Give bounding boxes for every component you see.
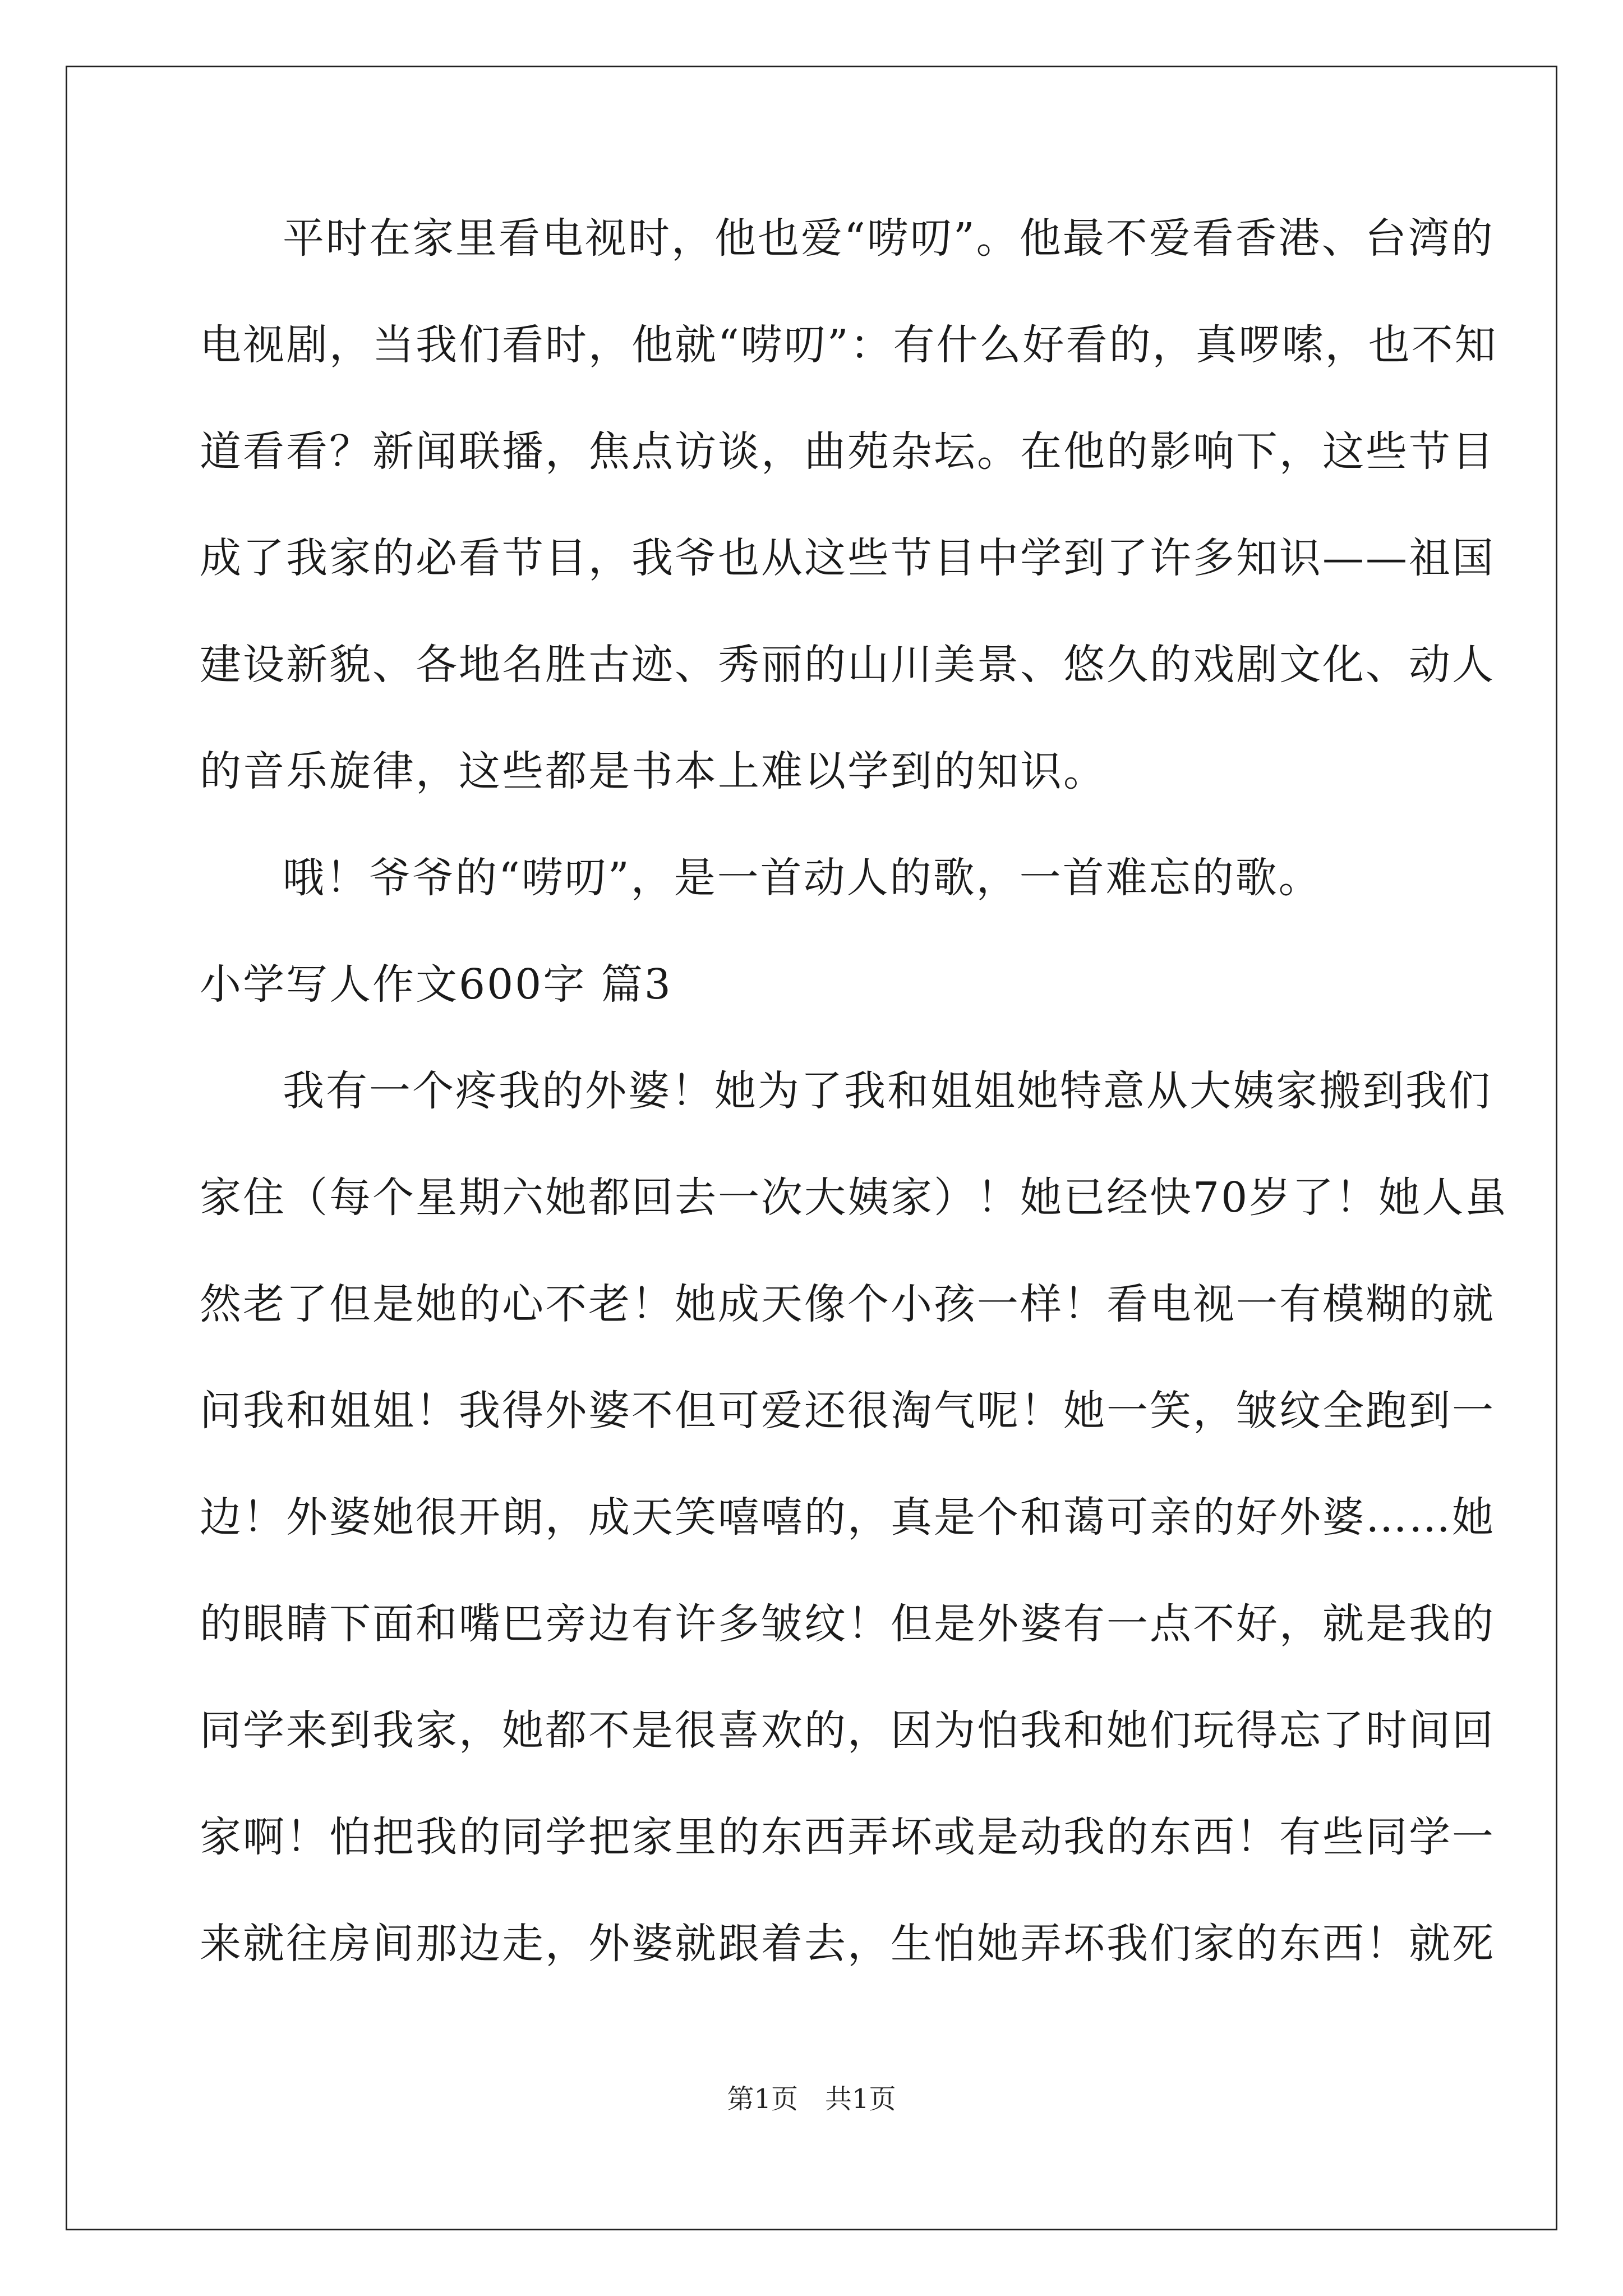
paragraph-3-line-8: 家啊！怕把我的同学把家里的东西弄坏或是动我的东西！有些同学一 xyxy=(200,1813,1495,1861)
page-frame xyxy=(66,66,1557,2230)
paragraph-3-line-4: 问我和姐姐！我得外婆不但可爱还很淘气呢！她一笑，皱纹全跑到一 xyxy=(200,1387,1495,1435)
paragraph-1-line-1: 平时在家里看电视时，他也爱“唠叨”。他最不爱看香港、台湾的 xyxy=(283,214,1495,263)
paragraph-3-line-6: 的眼睛下面和嘴巴旁边有许多皱纹！但是外婆有一点不好，就是我的 xyxy=(200,1600,1495,1648)
page-number-footer: 第1页 共1页 xyxy=(727,2083,896,2115)
paragraph-1-line-4: 成了我家的必看节目，我爷也从这些节目中学到了许多知识——祖国 xyxy=(200,534,1495,582)
paragraph-3-line-9: 来就往房间那边走，外婆就跟着去，生怕她弄坏我们家的东西！就死 xyxy=(200,1920,1495,1968)
paragraph-3-line-5: 边！外婆她很开朗，成天笑嘻嘻的，真是个和蔼可亲的好外婆……她 xyxy=(200,1493,1495,1542)
section-heading: 小学写人作文600字 篇3 xyxy=(200,960,672,1009)
paragraph-1-line-3: 道看看？新闻联播，焦点访谈，曲苑杂坛。在他的影响下，这些节目 xyxy=(200,427,1495,476)
paragraph-3-line-7: 同学来到我家，她都不是很喜欢的，因为怕我和她们玩得忘了时间回 xyxy=(200,1706,1495,1755)
paragraph-1-line-6: 的音乐旋律，这些都是书本上难以学到的知识。 xyxy=(200,747,1106,795)
paragraph-3-line-2: 家住（每个星期六她都回去一次大姨家）！她已经快70岁了！她人虽 xyxy=(200,1174,1509,1222)
paragraph-1-line-5: 建设新貌、各地名胜古迹、秀丽的山川美景、悠久的戏剧文化、动人 xyxy=(200,641,1495,689)
paragraph-3-line-1: 我有一个疼我的外婆！她为了我和姐姐她特意从大姨家搬到我们 xyxy=(283,1067,1492,1115)
paragraph-2-line-1: 哦！爷爷的“唠叨”，是一首动人的歌，一首难忘的歌。 xyxy=(283,854,1322,902)
paragraph-3-line-3: 然老了但是她的心不老！她成天像个小孩一样！看电视一有模糊的就 xyxy=(200,1280,1495,1328)
paragraph-1-line-2: 电视剧，当我们看时，他就“唠叨”：有什么好看的，真啰嗦，也不知 xyxy=(200,321,1498,369)
